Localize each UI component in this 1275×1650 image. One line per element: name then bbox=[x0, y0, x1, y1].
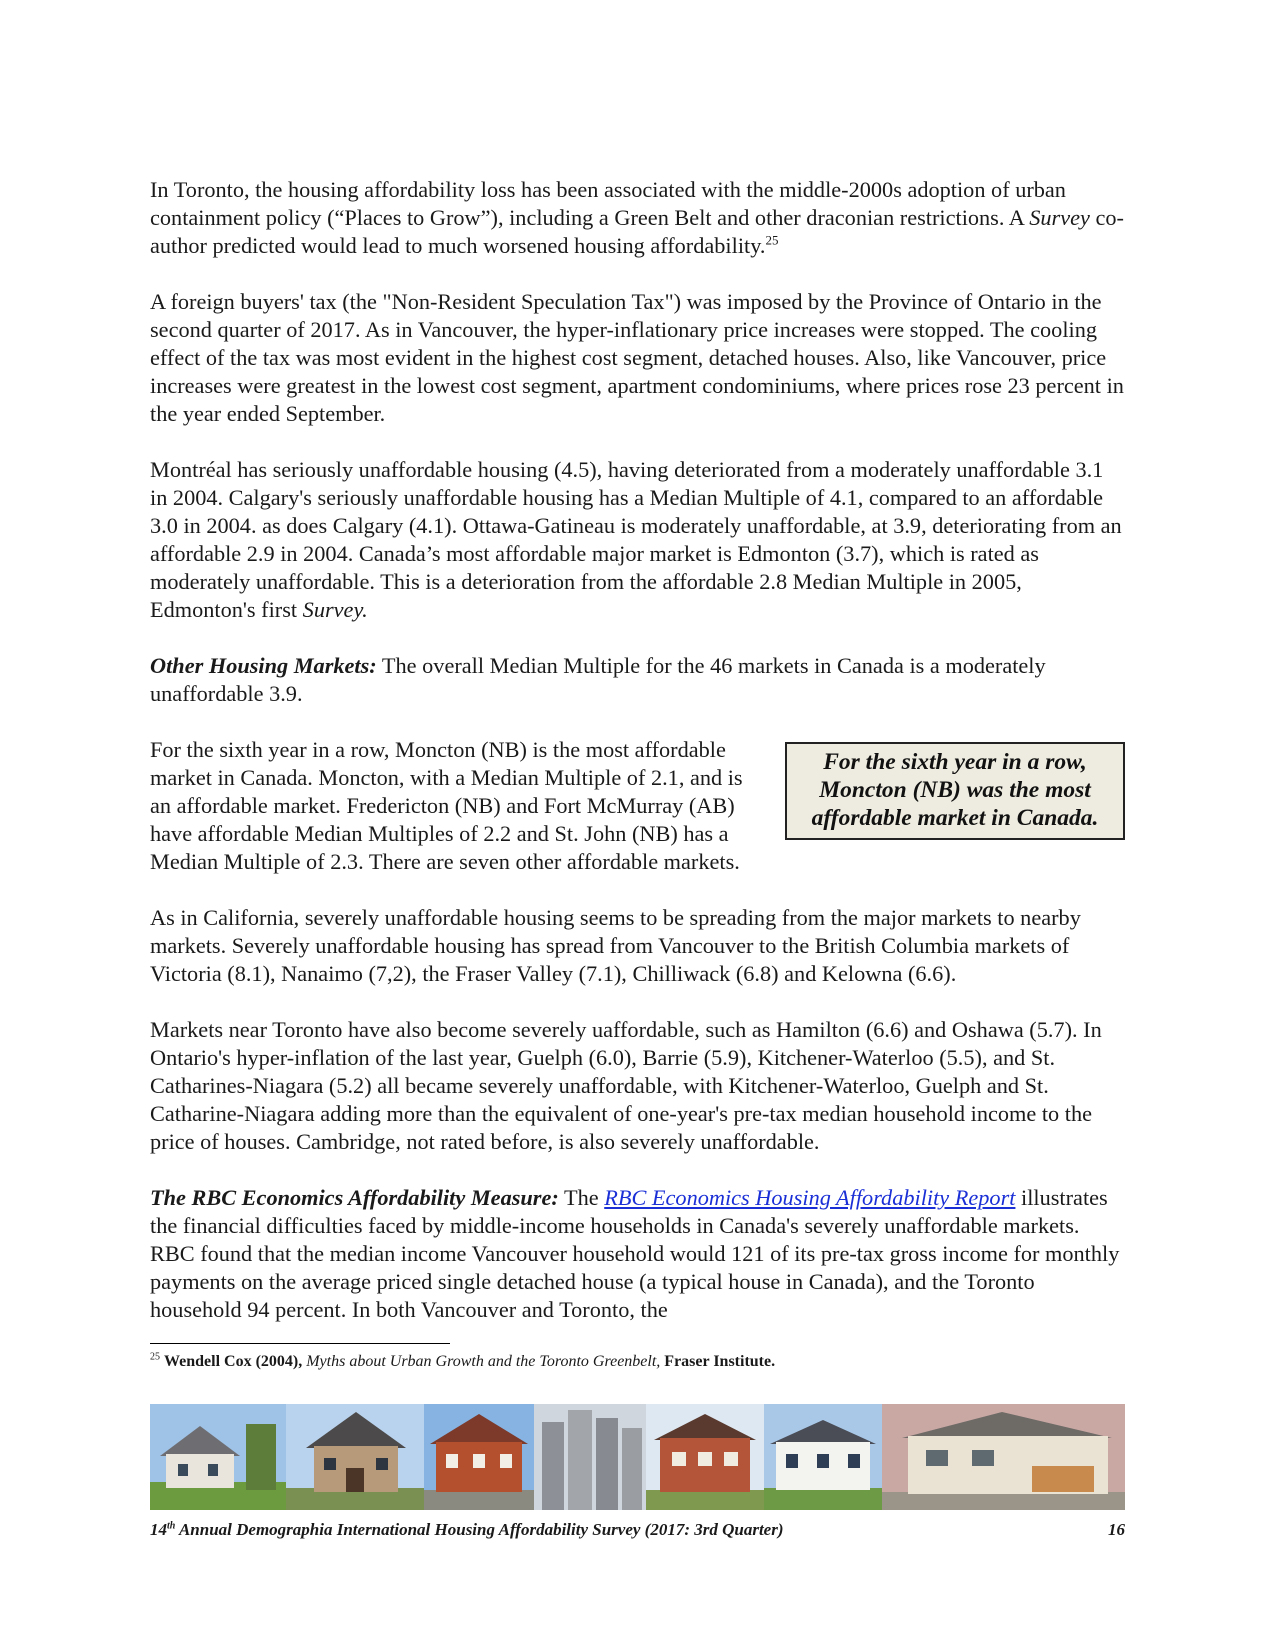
house-photo-2 bbox=[286, 1404, 424, 1510]
house-photo-1 bbox=[150, 1404, 286, 1510]
paragraph-moncton: For the sixth year in a row, Moncton (NB) is the most affordable market in Canada. Moncton, with a Median Multiple of 2.1, and is an affordable market. Fredericton (NB) and Fort McMurray (AB) have affordable Median Multiples of 2.2 and St. John (NB) has a Median Multiple of 2.3. There are seven other affordable markets. bbox=[150, 737, 743, 874]
paragraph-rbc: The RBC Economics Affordability Measure: The RBC Economics Housing Affordability Report illustrates the financial difficulties faced by middle-income households in Canada's severely unaffordable markets. RBC found that the median income Vancouver household would 121 of its pre-tax gross income for monthly payments on the average priced single detached house (a typical house in Canada), and the Toronto household 94 percent. In both Vancouver and Toronto, the bbox=[150, 1185, 1120, 1322]
paragraph-california: As in California, severely unaffordable housing seems to be spreading from the major markets to nearby markets. Severely unaffordable housing has spread from Vancouver to the British Columbia markets of Victoria (8.1), Nanaimo (7,2), the Fraser Valley (7.1), Chilliwack (6.8) and Kelowna (6.6). bbox=[150, 905, 1081, 986]
paragraph-montreal: Montréal has seriously unaffordable housing (4.5), having deteriorated from a moderately unaffordable 3.1 in 2004. Calgary's seriously unaffordable housing has a Median Multiple of 4.1, compared to an affordable 3.0 in 2004. as does Calgary (4.1). Ottawa-Gatineau is moderately unaffordable, at 3.9, deteriorating from an affordable 2.9 in 2004. Canada’s most affordable major market is Edmonton (3.7), which is rated as moderately unaffordable. This is a deterioration from the affordable 2.8 Median Multiple in 2005, Edmonton's first Survey. bbox=[150, 457, 1122, 622]
section-heading-other-markets: Other Housing Markets: bbox=[150, 653, 377, 678]
rbc-report-link[interactable]: RBC Economics Housing Affordability Report bbox=[604, 1185, 1016, 1210]
paragraph-other-markets: Other Housing Markets: The overall Median Multiple for the 46 markets in Canada is a moderately unaffordable 3.9. bbox=[150, 653, 1046, 706]
footnote-divider bbox=[150, 1343, 450, 1344]
section-heading-rbc: The RBC Economics Affordability Measure: bbox=[150, 1185, 559, 1210]
footnote-ref[interactable]: 25 bbox=[765, 232, 779, 248]
body-text bbox=[150, 176, 1125, 1352]
paragraph-foreign-buyers-tax: A foreign buyers' tax (the "Non-Resident Speculation Tax") was imposed by the Province of Ontario in the second quarter of 2017. As in Vancouver, the hyper-inflationary price increases were stopped. The cooling effect of the tax was most evident in the highest cost segment, detached houses. Also, like Vancouver, price increases were greatest in the lowest cost segment, apartment condominiums, where prices rose 23 percent in the year ended September. bbox=[150, 289, 1124, 426]
house-photo-3 bbox=[424, 1404, 534, 1510]
callout-box: For the sixth year in a row, Moncton (NB) was the most affordable market in Canada. bbox=[785, 742, 1125, 840]
house-photo-5 bbox=[646, 1404, 764, 1510]
house-photo-banner bbox=[150, 1404, 1125, 1510]
house-photo-6 bbox=[764, 1404, 882, 1510]
footnote: $^{25}$ Wendell Cox (2004), Myths about Urban Growth and the Toronto Greenbelt, Fraser Institute. bbox=[150, 1351, 776, 1370]
page-number: 16 bbox=[1108, 1520, 1125, 1539]
house-photo-7 bbox=[882, 1404, 1125, 1510]
paragraph-toronto: In Toronto, the housing affordability loss has been associated with the middle-2000s adoption of urban containment policy (“Places to Grow”), including a Green Belt and other draconian restrictions. A Survey co-author predicted would lead to much worsened housing affordability.$^{25}$ bbox=[150, 177, 1124, 258]
page-footer bbox=[150, 1520, 1125, 1540]
footer-title: 14th Annual Demographia International Housing Affordability Survey (2017: 3rd Quarter) bbox=[150, 1520, 784, 1539]
highrise-photo bbox=[534, 1404, 646, 1510]
paragraph-near-toronto: Markets near Toronto have also become severely uaffordable, such as Hamilton (6.6) and Oshawa (5.7). In Ontario's hyper-inflation of the last year, Guelph (6.0), Barrie (5.9), Kitchener-Waterloo (5.5), and St. Catharines-Niagara (5.2) all became severely unaffordable, with Kitchener-Waterloo, Guelph and St. Catharine-Niagara adding more than the equivalent of one-year's pre-tax median household income to the price of houses. Cambridge, not rated before, is also severely unaffordable. bbox=[150, 1017, 1102, 1154]
